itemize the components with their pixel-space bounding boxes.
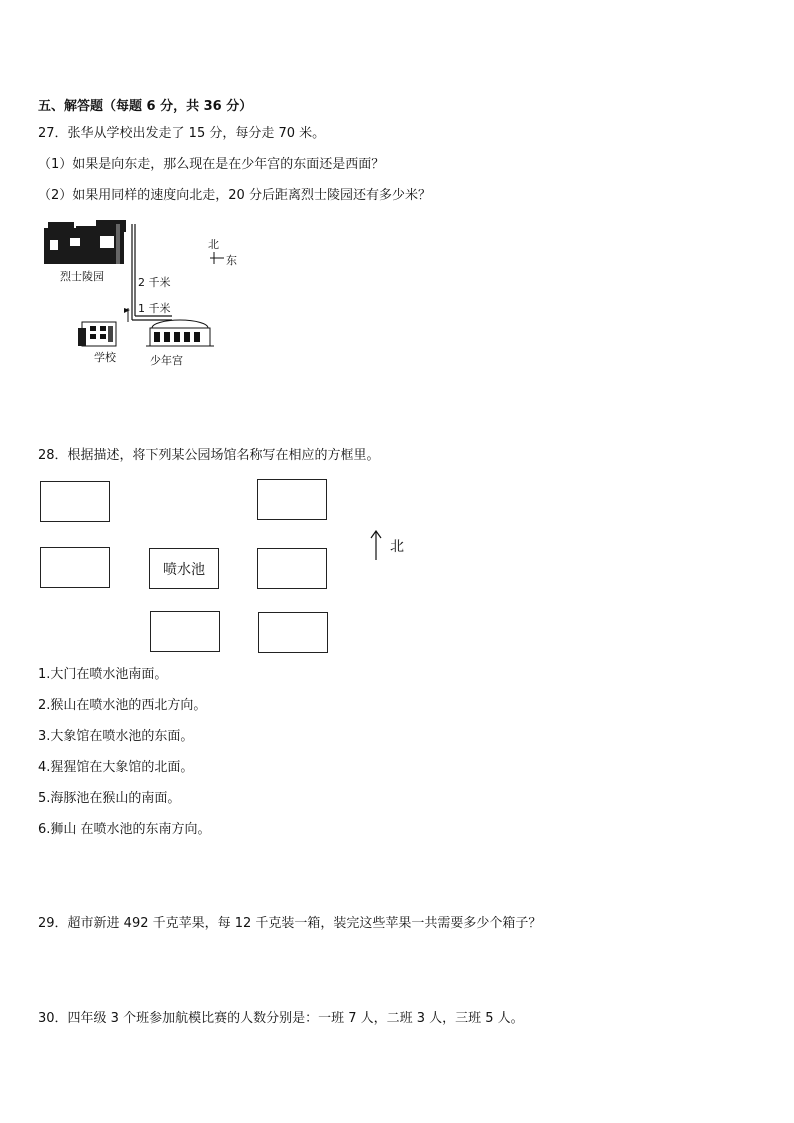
compass-east-label: 东: [226, 254, 237, 267]
clue-6: 6.狮山 在喷水池的东南方向。: [38, 822, 211, 837]
q27-sub2: （2）如果用同样的速度向北走，20 分后距离烈士陵园还有多少米？: [38, 188, 431, 203]
q27-map-figure: [40, 218, 240, 370]
clue-1: 1.大门在喷水池南面。: [38, 667, 168, 682]
clue-2: 2.猴山在喷水池的西北方向。: [38, 698, 207, 713]
compass-icon: [210, 252, 224, 264]
clue-4: 4.猩猩馆在大象馆的北面。: [38, 760, 194, 775]
clue-5: 5.海豚池在猴山的南面。: [38, 791, 181, 806]
distance-east-label: 1 千米: [138, 302, 171, 315]
fountain-box: 喷水池: [149, 548, 219, 589]
palace-label: 少年宫: [150, 354, 183, 367]
answer-box-south[interactable]: [150, 611, 220, 652]
east-road: [132, 316, 172, 320]
answer-box-northwest[interactable]: [40, 481, 110, 522]
school-label: 学校: [94, 351, 116, 364]
answer-box-north-east[interactable]: [257, 479, 327, 520]
clue-3: 3.大象馆在喷水池的东面。: [38, 729, 194, 744]
q27-sub1: （1）如果是向东走，那么现在是在少年宫的东面还是西面？: [38, 157, 385, 172]
q27-stem: 27．张华从学校出发走了 15 分，每分走 70 米。: [38, 126, 326, 141]
school-picture: [78, 322, 116, 346]
north-road: [132, 224, 135, 320]
q29-stem: 29．超市新进 492 千克苹果，每 12 千克装一箱，装完这些苹果一共需要多少个箱子？: [38, 916, 542, 931]
section-title: 五、解答题（每题 6 分，共 36 分）: [38, 99, 253, 114]
cemetery-label: 烈士陵园: [60, 270, 104, 283]
north-arrow-icon: [370, 530, 382, 560]
q30-stem: 30．四年级 3 个班参加航模比赛的人数分别是：一班 7 人，二班 3 人，三班 5 人。: [38, 1011, 524, 1026]
answer-box-west[interactable]: [40, 547, 110, 588]
answer-box-east[interactable]: [257, 548, 327, 589]
compass-north-label: 北: [208, 238, 219, 251]
north-label: 北: [390, 539, 404, 555]
flag-icon: [124, 308, 130, 322]
answer-box-southeast[interactable]: [258, 612, 328, 653]
cemetery-picture: [44, 220, 126, 264]
palace-picture: [146, 320, 214, 346]
distance-north-label: 2 千米: [138, 276, 171, 289]
q28-stem: 28．根据描述，将下列某公园场馆名称写在相应的方框里。: [38, 448, 380, 463]
